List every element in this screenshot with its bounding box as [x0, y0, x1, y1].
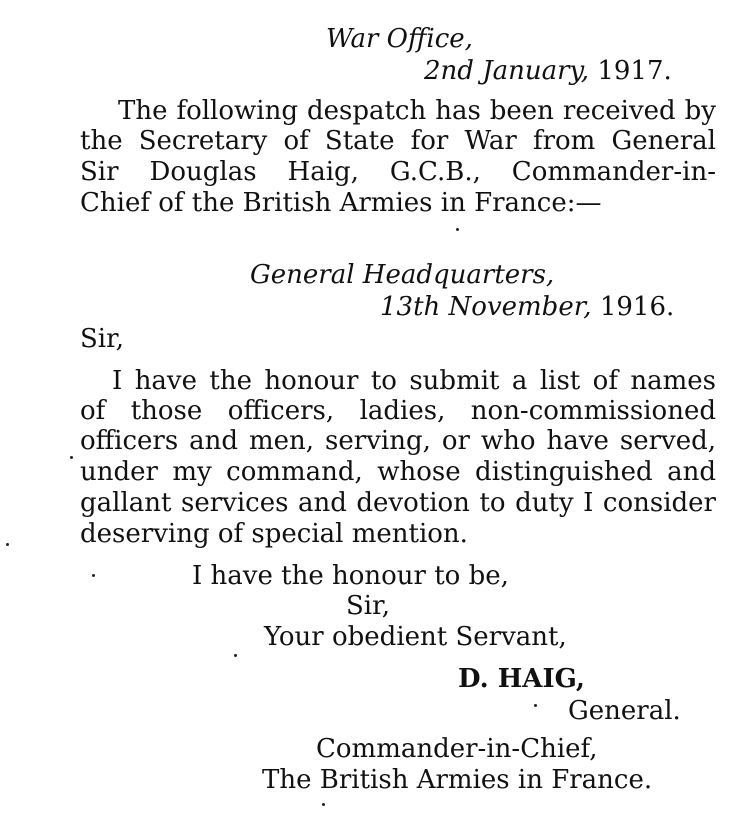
title-line: Commander-in-Chief, [316, 734, 598, 764]
header-office: War Office, [326, 24, 473, 54]
header-date-month: January, [482, 56, 590, 86]
signature-name: D. HAIG, [458, 664, 585, 694]
letter-date-year: 1916. [599, 292, 675, 322]
letter-date [380, 292, 674, 322]
body-line: under my command, whose distinguished and [80, 457, 716, 487]
body-line: deserving of special mention. [80, 519, 468, 549]
signature-rank: General. [568, 696, 681, 726]
header-date-year: 1917. [597, 56, 672, 86]
scan-speck [534, 704, 537, 707]
scan-speck [322, 803, 325, 806]
scan-speck [92, 574, 95, 577]
intro-line: Chief of the British Armies in France:— [80, 188, 602, 218]
title-line: The British Armies in France. [262, 765, 653, 795]
body-line: gallant services and devotion to duty I consider [80, 488, 716, 518]
body-line: I have the honour to submit a list of names [112, 366, 716, 396]
letter-date-day: 13th [380, 292, 441, 322]
closing-line: Your obedient Servant, [264, 622, 567, 652]
intro-line: The following despatch has been received by [118, 96, 716, 126]
body-line: officers and men, serving, or who have served, [80, 426, 716, 456]
header-date [424, 56, 672, 86]
scan-speck [456, 228, 459, 231]
intro-line: Sir Douglas Haig, G.C.B., Commander-in- [80, 157, 716, 187]
scan-speck [234, 654, 237, 657]
letter-place: General Headquarters, [250, 260, 555, 290]
closing-line: I have the honour to be, [192, 561, 509, 591]
scan-speck [6, 543, 9, 546]
scan-speck [70, 456, 73, 459]
letter-date-month: November, [448, 292, 592, 322]
closing-line: Sir, [346, 591, 390, 621]
body-line: of those officers, ladies, non-commissioned [80, 396, 716, 426]
header-date-day: 2nd [424, 56, 474, 86]
intro-line: the Secretary of State for War from General [80, 126, 716, 156]
salutation: Sir, [80, 324, 124, 354]
